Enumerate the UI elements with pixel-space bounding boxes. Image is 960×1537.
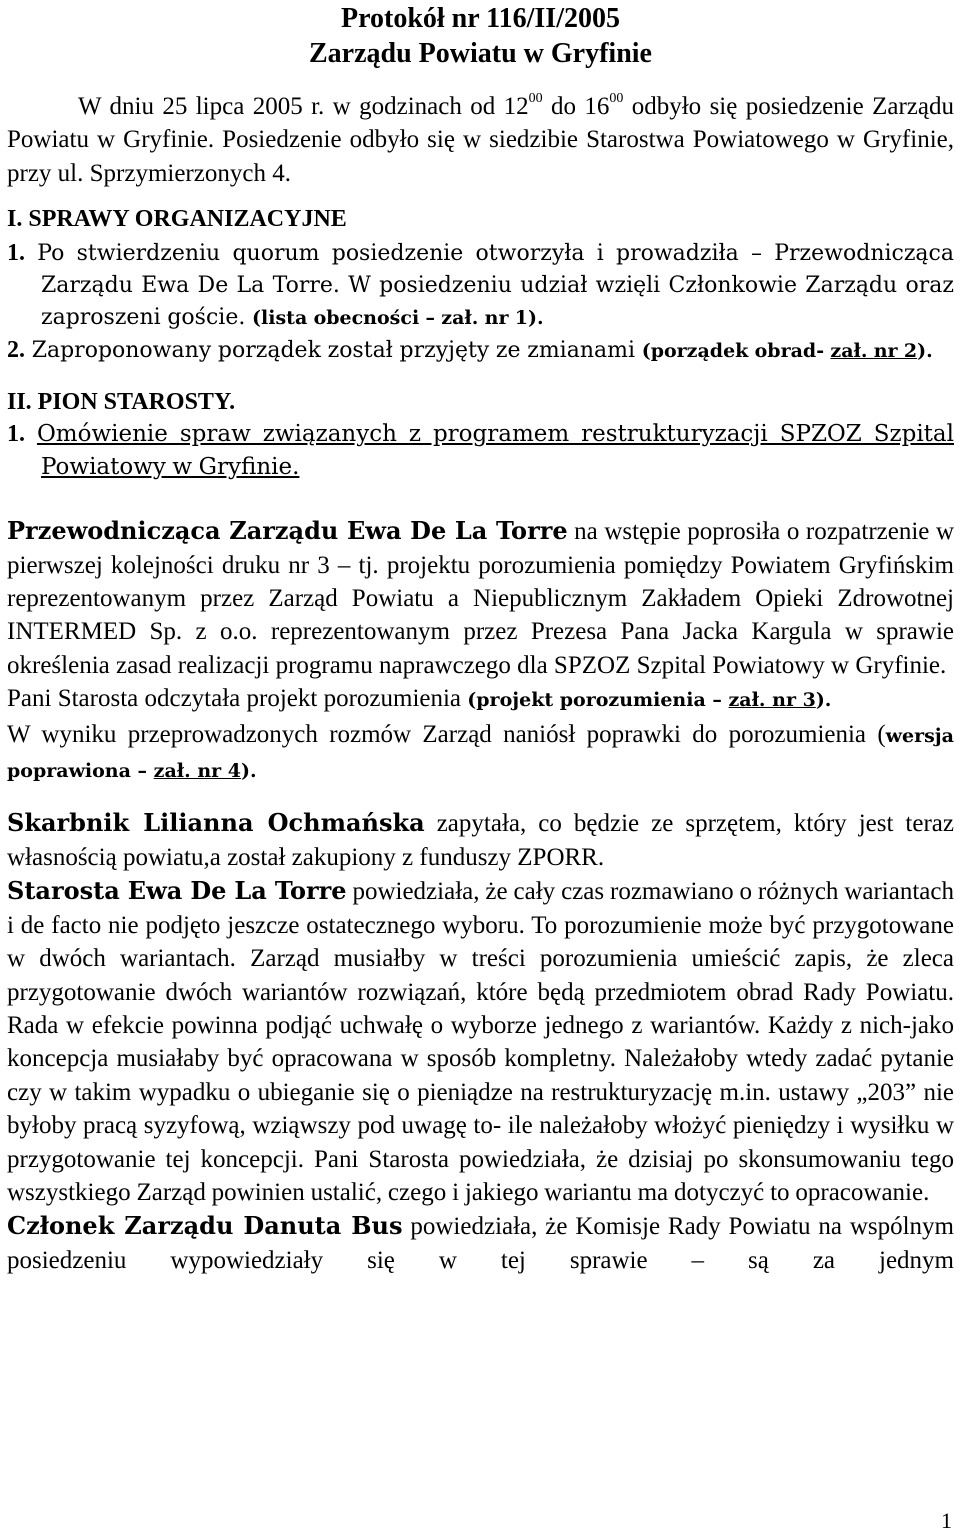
page-number: 1 — [941, 1508, 952, 1533]
section-heading: I. SPRAWY ORGANIZACYJNE — [7, 206, 347, 233]
speaker-name: Starosta Ewa De La Torre — [7, 876, 347, 906]
intro-paragraph: W dniu 25 lipca 2005 r. w godzinach od $12^{00}$ do $16^{00}$ odbyło się posiedzenie Zarządu Powiatu w Gryfinie. Posiedzenie odbyło się w siedzibie Starostwa Powiatowego w Gryfinie, przy ul. Sprzymierzonych 4. — [7, 90, 954, 187]
document-title-line2: Zarządu Powiatu w Gryfinie — [309, 38, 652, 69]
speaker-name: Skarbnik Lilianna Ochmańska — [7, 808, 425, 838]
time-superscript: 00 — [609, 90, 624, 106]
time-superscript: 00 — [528, 90, 543, 106]
body-paragraph-6: Członek Zarządu Danuta Bus powiedziała, że Komisje Rady Powiatu na wspólnym posiedzeniu wypowiedziały się w tej sprawie – są za jednym — [7, 1211, 954, 1274]
body-paragraph-5: Starosta Ewa De La Torre powiedziała, że cały czas rozmawiano o różnych wariantach i de facto nie podjęto jeszcze ostatecznego wyboru. To porozumienie może być przygotowane w dwóch wariantach. Zarząd musiałby w treści porozumienia umieścić zapis, że zleca przygotowanie dwóch wariantów rozwiązań, które będą przedmiotem obrad Rady Powiatu. Rada w efekcie powinna podjąć uchwałę o wyborze jednego z wariantów. Każdy z nich-jako koncepcja musiałaby być opracowana w sposób kompletny. Należałoby wtedy zadać pytanie czy w takim wypadku o ubieganie się o pieniądze na restrukturyzację m.in. ustawy „203” nie byłoby pracą syzyfową, wziąwszy pod uwagę to- ile należałoby włożyć pieniędzy i wysiłku w przygotowanie tej koncepcji. Pani Starosta powiedziała, że dzisiaj po skonsumowaniu tego wszystkiego Zarząd powinien ustalić, czego i jakiego wariantu ma dotyczyć to opracowanie. — [7, 876, 954, 1206]
body-paragraph-2: Pani Starosta odczytała projekt porozumienia (projekt porozumienia – zał. nr 3). — [7, 685, 832, 713]
body-paragraph-4: Skarbnik Lilianna Ochmańska zapytała, co będzie ze sprzętem, który jest teraz własnością powiatu,a został zakupiony z funduszy ZPORR. — [7, 808, 954, 871]
document-page — [7, 0, 954, 1277]
agenda-item-2: 2. Zaproponowany porządek został przyjęty ze zmianami (porządek obrad- zał. nr 2). — [7, 337, 933, 364]
agenda-item-1: 1. Po stwierdzeniu quorum posiedzenie otworzyła i prowadziła – Przewodnicząca Zarządu Ewa De La Torre. W posiedzeniu udział wzięli Członkowie Zarządu oraz zaproszeni goście. (lista obecności – zał. nr 1). — [7, 240, 954, 331]
attachment-reference: (lista obecności – zał. nr 1). — [252, 307, 544, 330]
speaker-name: Członek Zarządu Danuta Bus — [7, 1211, 403, 1241]
agenda-topic: 1. Omówienie spraw związanych z programem restrukturyzacji SPZOZ Szpital Powiatowy w Gryfinie. — [7, 421, 954, 480]
attachment-reference: zał. nr 2 — [830, 340, 918, 363]
attachment-reference: zał. nr 3 — [728, 689, 816, 712]
attachment-reference: zał. nr 4 — [153, 760, 241, 783]
body-paragraph-3: W wyniku przeprowadzonych rozmów Zarząd naniósł poprawki do porozumienia (wersja poprawiona – zał. nr 4). — [7, 720, 954, 783]
body-paragraph-1: Przewodnicząca Zarządu Ewa De La Torre na wstępie poprosiła o rozpatrzenie w pierwszej kolejności druku nr 3 – tj. projektu porozumienia pomiędzy Powiatem Gryfińskim reprezentowanym przez Zarząd Powiatu a Niepublicznym Zakładem Opieki Zdrowotnej INTERMED Sp. z o.o. reprezentowanym przez Prezesa Pana Jacka Kargula w sprawie określenia zasad realizacji programu naprawczego dla SPZOZ Szpital Powiatowy w Gryfinie. — [7, 516, 954, 679]
section-heading: II. PION STAROSTY. — [7, 389, 236, 416]
topic-title: Omówienie spraw związanych z programem restrukturyzacji SPZOZ Szpital Powiatowy w Gryfinie. — [36, 421, 954, 480]
document-title-line1: Protokół nr 116/II/2005 — [340, 3, 620, 34]
speaker-name: Przewodnicząca Zarządu Ewa De La Torre — [7, 516, 568, 546]
